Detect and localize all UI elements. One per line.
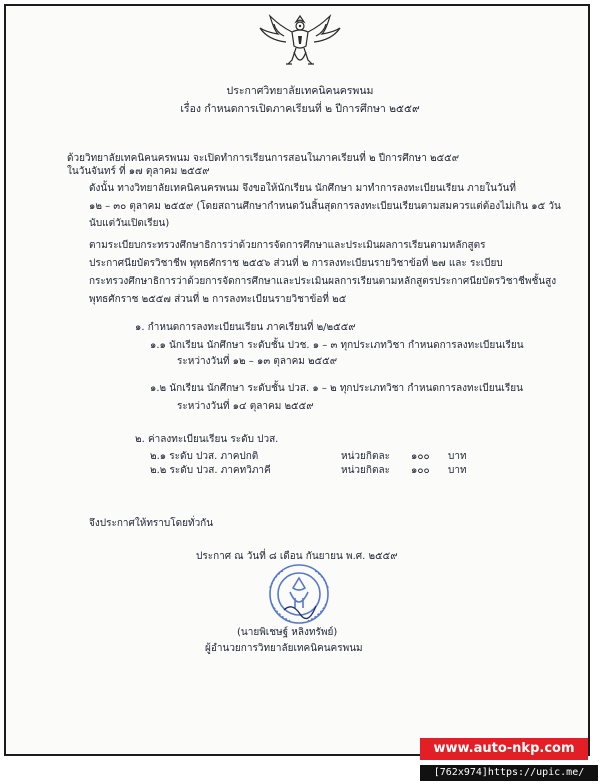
paragraph-3-line-4: พุทธศักราช ๒๕๕๗ ส่วนที่ ๒ การลงทะเบียนรายวิชาข้อที่ ๒๕ bbox=[89, 294, 347, 305]
fee-row-label: ๒.๑ ระดับ ปวส. ภาคปกติ bbox=[150, 451, 259, 462]
fee-row-amount: ๑๐๐ bbox=[411, 451, 430, 462]
section-2-heading: ๒. ค่าลงทะเบียนเรียน ระดับ ปวส. bbox=[135, 434, 279, 445]
announcement-date: ประกาศ ณ วันที่ ๘ เดือน กันยายน พ.ศ. ๒๕๕๙ bbox=[196, 551, 398, 562]
signatory-title: ผู้อำนวยการวิทยาลัยเทคนิคนครพนม bbox=[205, 643, 363, 654]
announcement-subject: เรื่อง กำหนดการเปิดภาคเรียนที่ ๒ ปีการศึกษา ๒๕๕๙ bbox=[180, 103, 420, 115]
section-1-heading: ๑. กำหนดการลงทะเบียนเรียน ภาคเรียนที่ ๒/๒๕๕๙ bbox=[135, 322, 356, 333]
signatory-name: (นายพิเชษฐ์ หลิงทรัพย์) bbox=[237, 627, 338, 638]
section-1-item-1-line-1: ๑.๑ นักเรียน นักศึกษา ระดับชั้น ปวช. ๑ – ๓ ทุกประเภทวิชา กำหนดการลงทะเบียนเรียน bbox=[150, 340, 524, 351]
paragraph-1-line-2: ในวันจันทร์ ที่ ๑๗ ตุลาคม ๒๕๕๙ bbox=[67, 166, 210, 177]
section-1-item-2-line-1: ๑.๒ นักเรียน นักศึกษา ระดับชั้น ปวส. ๑ – ๒ ทุกประเภทวิชา กำหนดการลงทะเบียนเรียน bbox=[150, 383, 523, 394]
college-seal-icon bbox=[262, 562, 336, 626]
site-watermark: www.auto-nkp.com bbox=[420, 738, 588, 760]
paragraph-1-line-1: ด้วยวิทยาลัยเทคนิคนครพนม จะเปิดทำการเรียนการสอนในภาคเรียนที่ ๒ ปีการศึกษา ๒๕๕๙ bbox=[67, 153, 460, 164]
section-1-item-2-line-2: ระหว่างวันที่ ๑๔ ตุลาคม ๒๕๕๙ bbox=[177, 401, 314, 412]
paragraph-3-line-2: ประกาศนียบัตรวิชาชีพ พุทธศักราช ๒๕๕๖ ส่วนที่ ๒ การลงทะเบียนรายวิชาข้อที่ ๒๗ และ ระเบียบ bbox=[89, 258, 503, 269]
fee-row-amount: ๑๐๐ bbox=[411, 465, 430, 476]
fee-row-label: ๒.๒ ระดับ ปวส. ภาคทวิภาคี bbox=[150, 465, 271, 476]
paragraph-2-line-2: ๑๒ – ๓๐ ตุลาคม ๒๕๕๙ (โดยสถานศึกษากำหนดวันสิ้นสุดการลงทะเบียนเรียนตามสมควรแต่ต้องไม่เกิน ๑๕ วัน bbox=[89, 201, 561, 212]
fee-row-currency: บาท bbox=[448, 451, 467, 462]
fee-row-unit: หน่วยกิตละ bbox=[341, 465, 390, 476]
closing-statement: จึงประกาศให้ทราบโดยทั่วกัน bbox=[89, 518, 214, 529]
paragraph-2-line-3: นับแต่วันเปิดเรียน) bbox=[89, 218, 170, 229]
fee-row-unit: หน่วยกิตละ bbox=[341, 451, 390, 462]
announcement-title: ประกาศวิทยาลัยเทคนิคนครพนม bbox=[226, 85, 374, 97]
section-1-item-1-line-2: ระหว่างวันที่ ๑๒ – ๑๓ ตุลาคม ๒๕๕๙ bbox=[177, 356, 338, 367]
paragraph-2-line-1: ดังนั้น ทางวิทยาลัยเทคนิคนครพนม จึงขอให้นักเรียน นักศึกษา มาทำการลงทะเบียนเรียน ภายในวันที่ bbox=[89, 183, 516, 194]
image-host-caption: [762x974]https://upic.me/ bbox=[420, 765, 598, 781]
paragraph-3-line-3: กระทรวงศึกษาธิการว่าด้วยการจัดการศึกษาและประเมินผลการเรียนตามหลักสูตรประกาศนียบัตรวิชาชีพชั้นสูง bbox=[89, 276, 557, 287]
paragraph-3-line-1: ตามระเบียบกระทรวงศึกษาธิการว่าด้วยการจัดการศึกษาและประเมินผลการเรียนตามหลักสูตร bbox=[89, 240, 486, 251]
fee-row-currency: บาท bbox=[448, 465, 467, 476]
garuda-emblem-icon bbox=[256, 10, 344, 70]
